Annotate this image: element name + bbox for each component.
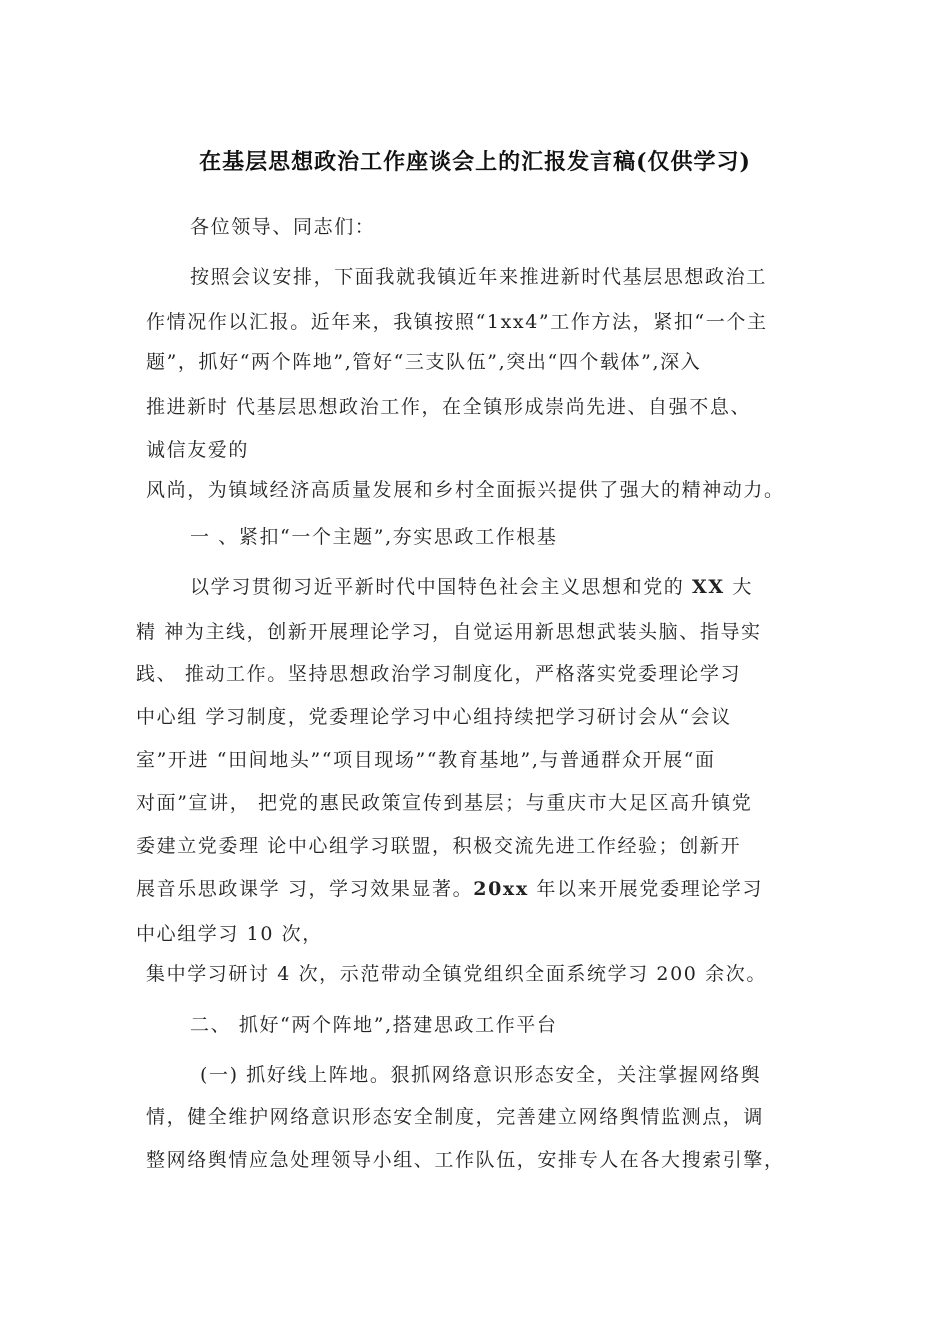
para2-line1-text: 以学习贯彻习近平新时代中国特色社会主义思想和党的 (190, 576, 693, 598)
para2-line10: 集中学习研讨 4 次，示范带动全镇党组织全面系统学习 200 余次。 (146, 963, 767, 985)
para2-line7: 委建立党委理 论中心组学习联盟，积极交流先进工作经验；创新开 (136, 835, 742, 857)
para2-bold-year: 20xx (473, 878, 529, 900)
para2-line3: 践、 推动工作。坚持思想政治学习制度化，严格落实党委理论学习 (136, 663, 742, 685)
para1-line6: 风尚，为镇域经济高质量发展和乡村全面振兴提供了强大的精神动力。 (146, 479, 785, 501)
para1-line2: 作情况作以汇报。近年来，我镇按照“1xx4”工作方法，紧扣“一个主 (146, 311, 768, 333)
para2-line4: 中心组 学习制度，党委理论学习中心组持续把学习研讨会从“会议 (136, 706, 732, 728)
para1-line3: 题”，抓好“两个阵地”,管好“三支队伍”,突出“四个载体”,深入 (146, 351, 702, 373)
para2-line9: 中心组学习 10 次， (136, 923, 323, 945)
para2-line6: 对面”宣讲， 把党的惠民政策宣传到基层；与重庆市大足区高升镇党 (136, 792, 753, 814)
para3-line2: 情，健全维护网络意识形态安全制度，完善建立网络舆情监测点，调 (146, 1106, 765, 1128)
para2-line5: 室”开进 “田间地头”“项目现场”“教育基地”,与普通群众开展“面 (136, 749, 716, 771)
section-heading-1: 一 、紧扣“一个主题”,夯实思政工作根基 (190, 526, 558, 548)
para2-line2: 精 神为主线，创新开展理论学习，自觉运用新思想武装头脑、指导实 (136, 621, 762, 643)
para1-line4: 推进新时 代基层思想政治工作，在全镇形成崇尚先进、自强不息、 (146, 396, 752, 418)
para2-line1-tail: 大 (724, 576, 753, 598)
para3-line1: (一) 抓好线上阵地。狠抓网络意识形态安全，关注掌握网络舆 (200, 1064, 762, 1086)
para2-line1 (190, 575, 753, 599)
para3-line3: 整网络舆情应急处理领导小组、工作队伍，安排专人在各大搜索引擎， (146, 1149, 785, 1171)
para2-line8 (136, 877, 763, 901)
para2-bold-xx: XX (692, 576, 725, 598)
para1-line1: 按照会议安排，下面我就我镇近年来推进新时代基层思想政治工 (190, 266, 767, 288)
para2-line8-tail: 年以来开展党委理论学习 (528, 878, 763, 900)
para1-line5: 诚信友爱的 (146, 439, 250, 461)
para2-line8-text: 展音乐思政课学 习，学习效果显著。 (136, 878, 474, 900)
greeting: 各位领导、同志们： (190, 216, 376, 238)
section-heading-2: 二、 抓好“两个阵地”,搭建思政工作平台 (190, 1014, 558, 1036)
document-title: 在基层思想政治工作座谈会上的汇报发言稿(仅供学习) (199, 149, 751, 175)
